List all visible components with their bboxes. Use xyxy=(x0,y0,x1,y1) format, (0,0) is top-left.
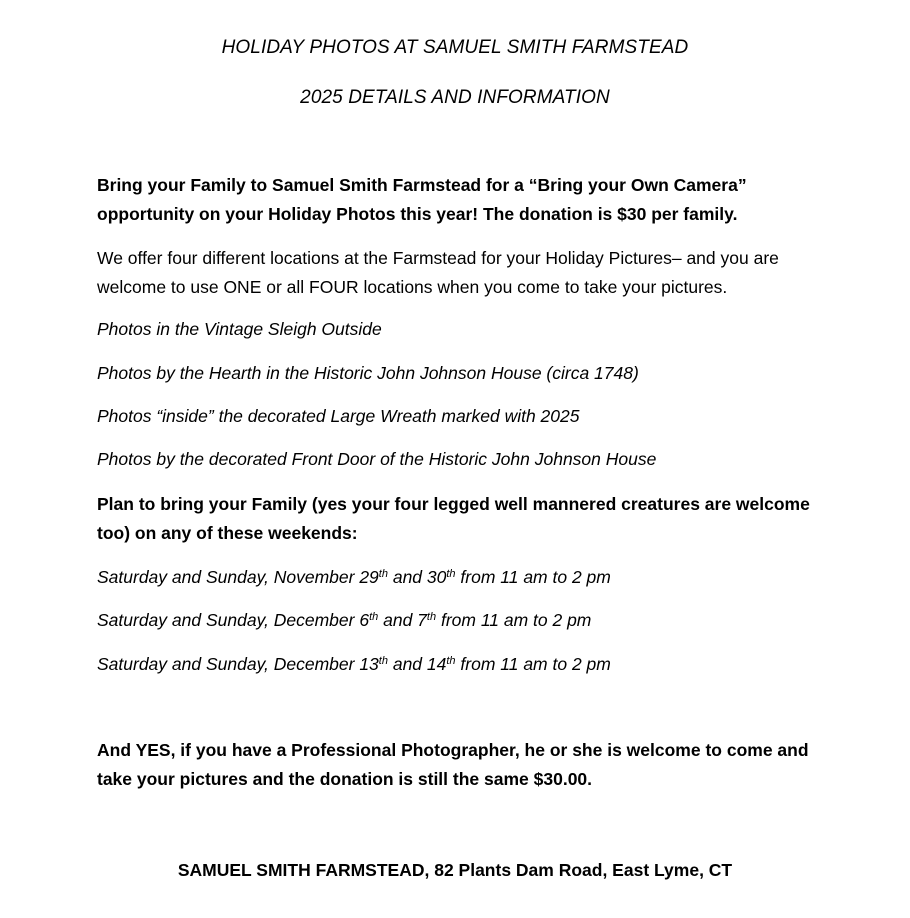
professional-photographer-paragraph: And YES, if you have a Professional Photographer, he or she is welcome to come and take your pictures and the donation is still the same $30.00. xyxy=(97,740,809,789)
location-item: Photos “inside” the decorated Large Wreath marked with 2025 xyxy=(97,406,580,426)
weekend-dates-end: and 14 xyxy=(387,654,447,674)
page-subtitle: 2025 DETAILS AND INFORMATION xyxy=(300,87,610,108)
ordinal-suffix: th xyxy=(446,568,456,580)
weekend-item xyxy=(97,606,827,635)
location-item: Photos by the Hearth in the Historic John Johnson House (circa 1748) xyxy=(97,363,639,383)
ordinal-suffix: th xyxy=(378,655,388,667)
page-title: HOLIDAY PHOTOS AT SAMUEL SMITH FARMSTEAD xyxy=(221,37,689,58)
weekend-hours: from 11 am to 2 pm xyxy=(455,654,611,674)
weekend-dates-start: Saturday and Sunday, November 29 xyxy=(97,567,379,587)
footer-address: SAMUEL SMITH FARMSTEAD, 82 Plants Dam Road, East Lyme, CT xyxy=(177,860,733,880)
plan-paragraph: Plan to bring your Family (yes your four legged well mannered creatures are welcome too) on any of these weekends: xyxy=(97,494,810,543)
weekend-hours: from 11 am to 2 pm xyxy=(436,610,592,630)
weekend-dates-end: and 7 xyxy=(378,610,427,630)
weekend-dates-start: Saturday and Sunday, December 13 xyxy=(97,654,379,674)
intro-paragraph: Bring your Family to Samuel Smith Farmstead for a “Bring your Own Camera” opportunity on your Holiday Photos this year! The donation is $30 per family. xyxy=(97,175,747,224)
weekend-dates-start: Saturday and Sunday, December 6 xyxy=(97,610,370,630)
location-item: Photos in the Vintage Sleigh Outside xyxy=(97,319,382,339)
ordinal-suffix: th xyxy=(446,655,456,667)
ordinal-suffix: th xyxy=(369,611,379,623)
weekend-hours: from 11 am to 2 pm xyxy=(455,567,611,587)
weekend-item xyxy=(97,563,827,592)
weekend-item xyxy=(97,650,827,679)
description-paragraph: We offer four different locations at the Farmstead for your Holiday Pictures– and you are welcome to use ONE or all FOUR locations when you come to take your pictures. xyxy=(97,248,779,297)
weekend-dates-end: and 30 xyxy=(387,567,447,587)
location-item: Photos by the decorated Front Door of the Historic John Johnson House xyxy=(97,449,657,469)
ordinal-suffix: th xyxy=(378,568,388,580)
ordinal-suffix: th xyxy=(426,611,437,623)
